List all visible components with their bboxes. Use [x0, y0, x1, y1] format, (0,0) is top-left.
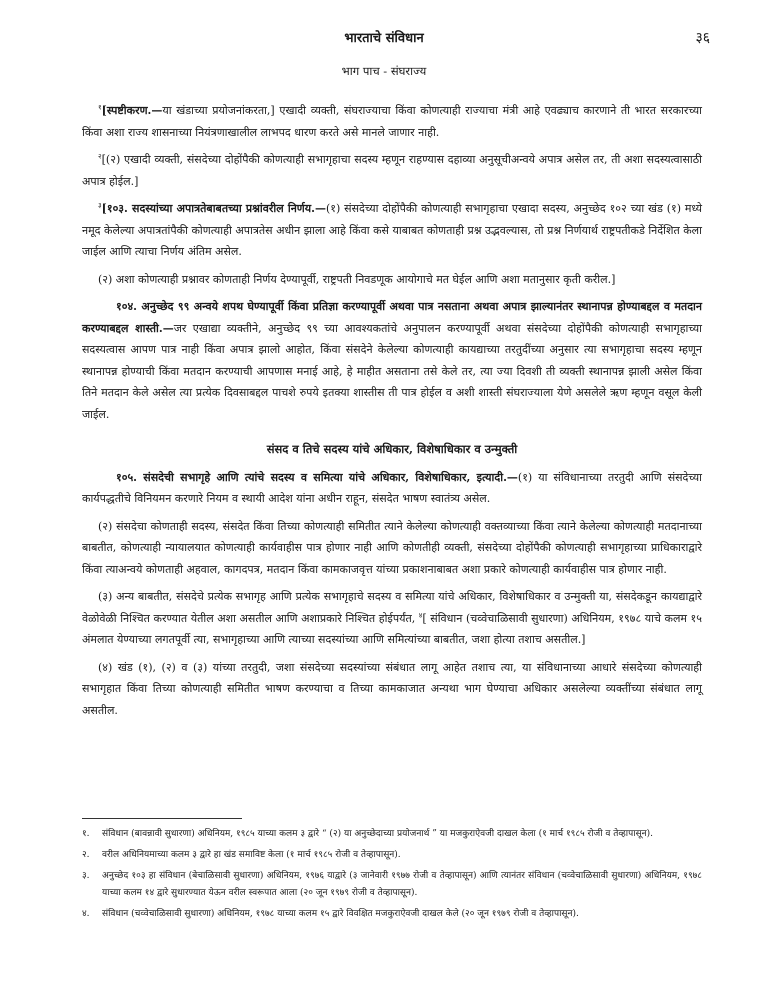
footnote-text: संविधान (बावन्नावी सुधारणा) अधिनियम, १९८५ याच्या कलम ३ द्वारे “ (२) या अनुच्छेदाच्या प्रयोजनार्थ ” या मजकुराऐवजी दाखल केला (१ मार्च १९८५ रोजी व तेव्हापासून). [102, 829, 654, 839]
paragraph-text: (१) संसदेच्या दोहोंपैकी कोणत्याही सभागृहाचा एखादा सदस्य, अनुच्छेद १०२ च्या खंड (१) मध्ये नमूद केलेल्या अपात्रतांपैकी कोणत्याही अपात्रतेस अधीन झाला आहे किंवा कसे याबाबत कोणताही प्रश्न उद्भवल्यास, तो प्रश्न निर्णयार्थ राष्ट्रपतीकडे निर्देशित केला जाईल आणि त्याचा निर्णय अंतिम असेल. [82, 202, 703, 258]
explanation-heading: [स्पष्टीकरण.— [101, 104, 163, 117]
footnote-text: वरील अधिनियमाच्या कलम ३ द्वारे हा खंड समाविष्ट केला (१ मार्च १९८५ रोजी व तेव्हापासून). [102, 850, 401, 860]
footnote-text: संविधान (चव्वेचाळिसावी सुधारणा) अधिनियम, १९७८ याच्या कलम १५ द्वारे विवक्षित मजकुराऐवजी दाखल केले (२० जून १९७९ रोजी व तेव्हापासून). [102, 909, 579, 919]
footnote-text: अनुच्छेद १०३ हा संविधान (बेचाळिसावी सुधारणा) अधिनियम, १९७६ याद्वारे (३ जानेवारी १९७७ रोजी व तेव्हापासून) आणि त्यानंतर संविधान (चव्वेचाळिसावी सुधारणा) अधिनियम, १९७८ याच्या कलम १४ द्वारे सुधारण्यात येऊन वरील स्वरूपात आला (२० जून १९७९ रोजी व तेव्हापासून). [102, 871, 702, 898]
footnote [82, 847, 702, 864]
paragraph-text: (३) अन्य बाबतीत, संसदेचे प्रत्येक सभागृह आणि प्रत्येक सभागृहाचे सदस्य व समित्या यांचे अधिकार, विशेषाधिकार व उन्मुक्ती या, संसदेकडून कायद्याद्वारे वेळोवेळी निश्चित करण्यात येतील अशा असतील आणि अशाप्रकारे निश्चित होईपर्यंत, [82, 590, 702, 625]
footnote-marker: ४ [418, 610, 423, 619]
article-104 [82, 296, 702, 425]
footnote-marker: ३ [98, 201, 102, 210]
paragraph-text: (४) खंड (१), (२) व (३) यांच्या तरतुदी, जशा संसदेच्या सदस्यांच्या संबंधात लागू आहेत तशाच त्या, या संविधानाच्या आधारे संसदेच्या कोणत्याही सभागृहात किंवा तिच्या कोणत्याही समितीत भाषण करण्याचा व तिच्या कामकाजात अन्यथा भाग घेण्याचा अधिकार असलेल्या व्यक्तींच्या संबंधात लागू असतील. [82, 660, 702, 717]
footnote-number: ४. [82, 909, 90, 919]
article-103-clause-1 [82, 198, 702, 263]
article-105-clause-4 [82, 657, 702, 722]
footnote-number: २. [82, 850, 90, 860]
page-number: ३६ [695, 30, 710, 46]
footnote [82, 906, 702, 923]
body-text [82, 100, 702, 727]
article-103-clause-2 [82, 269, 702, 291]
paragraph-text: या खंडाच्या प्रयोजनांकरता,] एखादी व्यक्ती, संघराज्याचा किंवा कोणत्याही राज्याचा मंत्री आहे एवढ्याच कारणाने ती भारत सरकारच्या किंवा अशा राज्य शासनाच्या नियंत्रणाखालील लाभपद धारण करते असे मानले जाणार नाही. [82, 104, 702, 139]
article-105-clause-2 [82, 516, 702, 581]
article-104-heading: १०४. अनुच्छेद ९९ अन्वये शपथ घेण्यापूर्वी किंवा प्रतिज्ञा करण्यापूर्वी अथवा पात्र नसताना अथवा अपात्र झाल्यानंतर स्थानापन्न होण्याबद्दल व मतदान करण्याबद्दल शास्ती.— [82, 300, 702, 335]
paragraph-text: जर एखाद्या व्यक्तीने, अनुच्छेद ९९ च्या आवश्यकतांचे अनुपालन करण्यापूर्वी अथवा संसदेच्या दोहोंपैकी कोणत्याही सभागृहाच्या सदस्यत्वास आपण पात्र नाही किंवा अपात्र झालो आहोत, किंवा संसदेने केलेल्या कोणत्याही कायद्याच्या तरतुदींच्या अनुसार त्या सभागृहाचा सदस्य म्हणून स्थानापन्न होण्याची किंवा मतदान करण्याची आपणास मनाई आहे, हे माहीत असताना तसे केले तर, त्या ज्या दिवशी ती व्यक्ती स्थानापन्न झाली असेल किंवा तिने मतदान केले असेल त्या प्रत्येक दिवसाबद्दल पाचशे रुपये इतक्या शास्तीस ती पात्र होईल व अशी शास्ती संघराज्याला येणे असलेले ऋण म्हणून वसूल केली जाईल. [82, 321, 702, 421]
part-heading: भाग पाच - संघराज्य [341, 64, 427, 78]
footnote [82, 868, 702, 902]
footnote-number: १. [82, 829, 90, 839]
running-header-title: भारताचे संविधान [344, 31, 424, 46]
footnote-marker: १ [98, 103, 102, 112]
footnotes [82, 826, 702, 927]
footnote-divider [82, 818, 242, 819]
article-105-heading: १०५. संसदेची सभागृहे आणि त्यांचे सदस्य व समित्या यांचे अधिकार, विशेषाधिकार, इत्यादी.— [116, 470, 518, 484]
article-105-clause-1 [82, 467, 702, 510]
footnote [82, 826, 702, 843]
paragraph-text: [(२) एखादी व्यक्ती, संसदेच्या दोहोंपैकी कोणत्याही सभागृहाचा सदस्य म्हणून राहण्यास दहाव्या अनुसूचीअन्वये अपात्र असेल तर, ती अशा सदस्यत्वासाठी अपात्र होईल.] [82, 153, 702, 188]
footnote-marker: २ [98, 152, 102, 161]
section-heading: संसद व तिचे सदस्य यांचे अधिकार, विशेषाधिकार व उन्मुक्ती [266, 442, 518, 456]
article-103-heading: [१०३. सदस्यांच्या अपात्रतेबाबतच्या प्रश्नांवरील निर्णय.— [101, 202, 326, 215]
explanation-paragraph [82, 100, 702, 143]
paragraph-text: [ संविधान (चव्वेचाळिसावी सुधारणा) अधिनियम, १९७८ याचे कलम १५ अंमलात येण्याच्या लगतपूर्वी त्या, सभागृहाच्या आणि त्याच्या सदस्यांच्या आणि समित्यांच्या बाबतीत, जशा होत्या तशाच असतील.] [82, 611, 702, 646]
article-105-clause-3 [82, 586, 702, 651]
paragraph-text: (१) या संविधानाच्या तरतुदी आणि संसदेच्या कार्यपद्धतीचे विनियमन करणारे नियम व स्थायी आदेश यांना अधीन राहून, संसदेत भाषण स्वातंत्र्य असेल. [82, 470, 702, 505]
footnote-number: ३. [82, 871, 90, 881]
clause-102-2 [82, 149, 702, 192]
paragraph-text: (२) संसदेचा कोणताही सदस्य, संसदेत किंवा तिच्या कोणत्याही समितीत त्याने केलेल्या कोणत्याही वक्तव्याच्या किंवा त्याने केलेल्या कोणत्याही मतदानाच्या बाबतीत, कोणत्याही न्यायालयात कोणत्याही कार्यवाहीस पात्र होणार नाही आणि कोणतीही व्यक्ती, संसदेच्या दोहोंपैकी कोणत्याही सभागृहाच्या प्राधिकाराद्वारे किंवा त्याअन्वये कोणताही अहवाल, कागदपत्र, मतदान किंवा कामकाजवृत्त यांच्या प्रकाशनाबाबत अशा प्रकारे कोणत्याही कार्यवाहीस पात्र होणार नाही. [82, 519, 702, 576]
paragraph-text: (२) अशा कोणत्याही प्रश्नावर कोणताही निर्णय देण्यापूर्वी, राष्ट्रपती निवडणूक आयोगाचे मत घेईल आणि अशा मतानुसार कृती करील.] [98, 272, 616, 286]
